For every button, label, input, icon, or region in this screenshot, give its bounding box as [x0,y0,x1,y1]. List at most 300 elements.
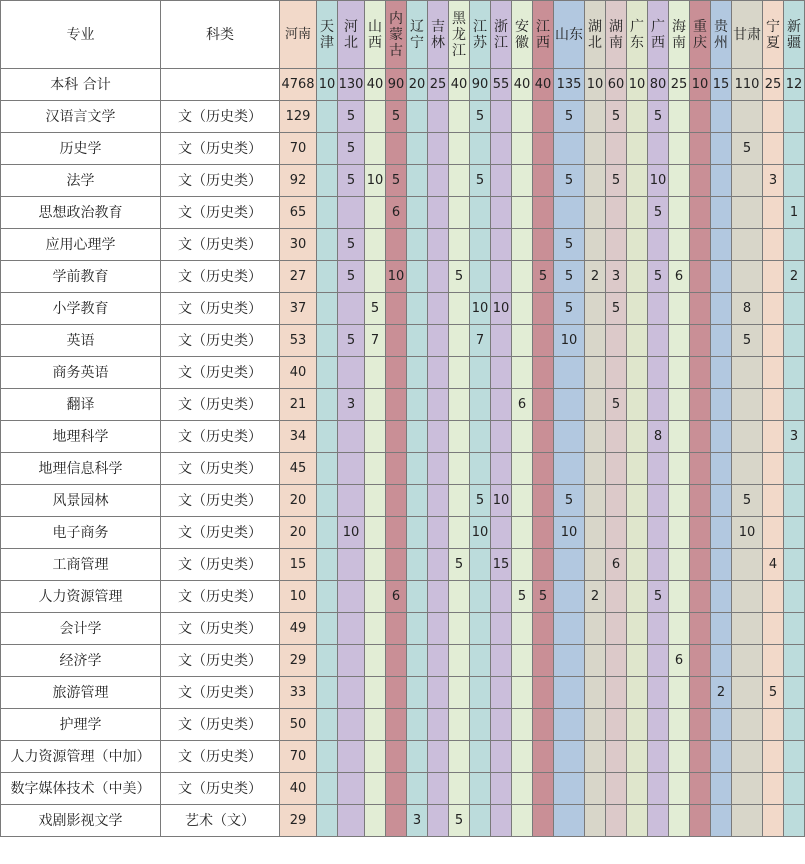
quota-cell [711,133,732,165]
quota-cell [428,581,449,613]
quota-cell [533,741,554,773]
table-row [1,261,805,293]
quota-cell [533,229,554,261]
province-header: 安徽 [512,1,533,69]
major-name-cell: 翻译 [1,389,161,421]
quota-cell [784,517,805,549]
province-header: 甘肃 [732,1,763,69]
quota-cell [512,357,533,389]
quota-cell [784,165,805,197]
quota-cell [784,549,805,581]
province-header: 黑龙江 [449,1,470,69]
quota-cell [669,421,690,453]
quota-cell: 10 [648,165,669,197]
major-name-cell: 汉语言文学 [1,101,161,133]
total-label: 本科 合计 [1,69,161,101]
quota-cell [365,517,386,549]
quota-cell: 10 [470,517,491,549]
quota-cell [669,293,690,325]
major-name-cell: 学前教育 [1,261,161,293]
table-row [1,645,805,677]
table-row [1,389,805,421]
quota-cell [554,549,585,581]
quota-cell [512,741,533,773]
quota-cell [606,677,627,709]
quota-cell [533,325,554,357]
quota-cell [533,517,554,549]
quota-cell: 5 [449,805,470,837]
quota-cell [407,165,428,197]
quota-cell: 5 [338,165,365,197]
quota-cell [317,773,338,805]
quota-cell [317,293,338,325]
quota-cell [585,101,606,133]
quota-cell: 10 [365,165,386,197]
quota-cell [732,741,763,773]
quota-cell [407,581,428,613]
quota-cell [512,165,533,197]
quota-cell [317,581,338,613]
province-header: 湖南 [606,1,627,69]
quota-cell [317,389,338,421]
category-cell: 文（历史类） [161,677,280,709]
quota-cell [585,453,606,485]
quota-cell [428,357,449,389]
quota-cell [554,741,585,773]
quota-cell [690,421,711,453]
quota-cell [428,101,449,133]
quota-cell [512,261,533,293]
quota-cell [606,485,627,517]
quota-cell [784,645,805,677]
quota-cell: 5 [533,261,554,293]
quota-cell [428,261,449,293]
quota-cell [585,677,606,709]
quota-cell [407,101,428,133]
quota-cell [449,389,470,421]
quota-cell [365,645,386,677]
total-quota-cell: 130 [338,69,365,101]
major-name-cell: 商务英语 [1,357,161,389]
quota-cell [533,197,554,229]
quota-cell [317,325,338,357]
quota-cell: 6 [669,645,690,677]
total-quota-cell: 4768 [280,69,317,101]
quota-cell [317,645,338,677]
quota-cell [470,261,491,293]
major-name-cell: 小学教育 [1,293,161,325]
quota-cell [648,133,669,165]
quota-cell: 6 [386,197,407,229]
quota-cell [784,389,805,421]
quota-cell [732,645,763,677]
quota-cell [365,549,386,581]
category-cell: 文（历史类） [161,389,280,421]
quota-cell [317,453,338,485]
quota-cell [690,581,711,613]
quota-cell [533,357,554,389]
quota-cell: 5 [449,261,470,293]
quota-cell [554,453,585,485]
quota-cell: 5 [365,293,386,325]
quota-cell [648,613,669,645]
quota-cell [585,197,606,229]
quota-cell [554,421,585,453]
category-cell: 文（历史类） [161,453,280,485]
quota-cell [428,197,449,229]
quota-cell: 5 [606,389,627,421]
quota-cell [428,293,449,325]
quota-cell: 129 [280,101,317,133]
quota-cell [317,677,338,709]
quota-cell [648,453,669,485]
total-category-cell [161,69,280,101]
quota-cell [533,133,554,165]
quota-cell [338,709,365,741]
quota-cell [317,549,338,581]
major-name-cell: 应用心理学 [1,229,161,261]
quota-cell: 10 [491,485,512,517]
table-row [1,421,805,453]
quota-cell [711,101,732,133]
table-row [1,357,805,389]
quota-cell [690,741,711,773]
quota-cell: 5 [606,293,627,325]
major-name-cell: 风景园林 [1,485,161,517]
quota-cell [365,805,386,837]
quota-cell: 5 [386,101,407,133]
province-header: 天津 [317,1,338,69]
category-cell: 文（历史类） [161,741,280,773]
quota-cell [491,165,512,197]
quota-cell [428,741,449,773]
quota-cell: 10 [280,581,317,613]
quota-cell [648,677,669,709]
quota-cell [627,709,648,741]
quota-cell [407,517,428,549]
quota-cell [763,133,784,165]
quota-cell [449,133,470,165]
quota-cell [491,101,512,133]
quota-cell [585,325,606,357]
quota-cell [711,645,732,677]
total-quota-cell: 40 [512,69,533,101]
quota-cell [386,613,407,645]
quota-cell [669,229,690,261]
quota-cell [627,805,648,837]
quota-cell [449,357,470,389]
quota-cell [428,709,449,741]
table-row [1,101,805,133]
quota-cell [491,421,512,453]
quota-cell [606,581,627,613]
major-name-cell: 思想政治教育 [1,197,161,229]
quota-cell [585,773,606,805]
category-cell: 文（历史类） [161,165,280,197]
quota-cell: 5 [648,197,669,229]
quota-cell [606,709,627,741]
category-cell: 文（历史类） [161,485,280,517]
quota-cell [784,805,805,837]
quota-cell [648,229,669,261]
quota-cell [512,325,533,357]
quota-cell [784,773,805,805]
quota-cell [669,709,690,741]
category-column-header: 科类 [161,1,280,69]
total-quota-cell: 25 [763,69,784,101]
quota-cell [585,229,606,261]
quota-cell: 5 [338,261,365,293]
quota-cell [711,741,732,773]
quota-cell: 49 [280,613,317,645]
quota-cell [407,389,428,421]
quota-cell: 5 [732,133,763,165]
quota-cell [732,229,763,261]
quota-cell [317,133,338,165]
quota-cell: 4 [763,549,784,581]
quota-cell [585,165,606,197]
quota-cell [317,165,338,197]
quota-cell [407,709,428,741]
quota-cell [690,101,711,133]
quota-cell [449,197,470,229]
quota-cell: 34 [280,421,317,453]
quota-cell [585,709,606,741]
quota-cell [449,293,470,325]
category-cell: 文（历史类） [161,517,280,549]
quota-cell [711,389,732,421]
quota-cell [711,773,732,805]
quota-cell: 5 [470,485,491,517]
major-name-cell: 会计学 [1,613,161,645]
table-row [1,325,805,357]
quota-cell [627,773,648,805]
table-row [1,581,805,613]
quota-cell [449,101,470,133]
major-name-cell: 地理信息科学 [1,453,161,485]
quota-cell [585,421,606,453]
quota-cell: 29 [280,805,317,837]
quota-cell: 10 [732,517,763,549]
category-cell: 文（历史类） [161,645,280,677]
quota-cell [784,709,805,741]
quota-cell [449,741,470,773]
quota-cell [784,101,805,133]
quota-cell [669,101,690,133]
quota-cell [690,293,711,325]
quota-cell [491,357,512,389]
quota-cell [669,325,690,357]
quota-cell [711,613,732,645]
quota-cell [512,197,533,229]
quota-cell: 5 [338,325,365,357]
quota-cell [648,325,669,357]
quota-cell [690,197,711,229]
quota-cell [386,549,407,581]
quota-cell [491,229,512,261]
category-cell: 文（历史类） [161,581,280,613]
quota-cell [669,389,690,421]
province-header: 广东 [627,1,648,69]
quota-cell: 5 [554,165,585,197]
quota-cell [606,741,627,773]
table-row [1,165,805,197]
province-header: 山西 [365,1,386,69]
quota-cell [512,229,533,261]
quota-cell [690,517,711,549]
province-header: 重庆 [690,1,711,69]
quota-cell [470,133,491,165]
quota-cell [407,133,428,165]
quota-cell [648,357,669,389]
quota-cell [690,677,711,709]
quota-cell [763,229,784,261]
quota-cell: 3 [606,261,627,293]
quota-cell [338,357,365,389]
quota-cell [585,613,606,645]
table-row [1,773,805,805]
quota-cell [386,645,407,677]
quota-cell [386,709,407,741]
quota-cell [711,421,732,453]
quota-cell [449,165,470,197]
quota-cell [428,453,449,485]
quota-cell: 5 [470,165,491,197]
total-quota-cell: 10 [585,69,606,101]
quota-cell [338,677,365,709]
province-header: 新疆 [784,1,805,69]
province-header: 江苏 [470,1,491,69]
quota-cell [449,517,470,549]
quota-cell [407,613,428,645]
quota-cell [690,549,711,581]
quota-cell [627,677,648,709]
quota-cell [317,709,338,741]
province-header: 海南 [669,1,690,69]
quota-cell [732,709,763,741]
quota-cell [317,101,338,133]
quota-cell [606,325,627,357]
quota-cell [732,677,763,709]
quota-cell [449,677,470,709]
quota-cell: 2 [585,581,606,613]
quota-cell [428,325,449,357]
quota-cell [428,773,449,805]
quota-cell [386,389,407,421]
quota-cell [554,357,585,389]
quota-cell: 5 [732,325,763,357]
quota-cell [732,549,763,581]
quota-cell [365,421,386,453]
quota-cell [648,293,669,325]
quota-cell [669,485,690,517]
quota-cell [554,613,585,645]
quota-cell [428,389,449,421]
quota-cell [669,197,690,229]
quota-cell [338,773,365,805]
quota-cell [627,741,648,773]
quota-cell [407,677,428,709]
quota-cell [365,133,386,165]
quota-cell: 6 [606,549,627,581]
total-quota-cell: 20 [407,69,428,101]
quota-cell [338,645,365,677]
quota-cell [763,261,784,293]
quota-cell [407,293,428,325]
table-body [1,1,805,837]
quota-cell: 5 [386,165,407,197]
quota-cell [669,517,690,549]
quota-cell [407,197,428,229]
quota-cell [606,453,627,485]
quota-cell: 70 [280,741,317,773]
quota-cell [784,581,805,613]
province-header: 吉林 [428,1,449,69]
total-quota-cell: 40 [449,69,470,101]
quota-cell [763,581,784,613]
quota-cell [627,517,648,549]
quota-cell [732,805,763,837]
quota-cell [784,453,805,485]
category-cell: 文（历史类） [161,613,280,645]
quota-cell [386,293,407,325]
quota-cell [386,453,407,485]
total-quota-cell: 40 [365,69,386,101]
quota-cell [711,517,732,549]
quota-cell [711,453,732,485]
quota-cell [763,101,784,133]
quota-cell [669,613,690,645]
quota-cell [317,229,338,261]
quota-cell [512,677,533,709]
quota-cell: 15 [280,549,317,581]
quota-cell [491,741,512,773]
quota-cell: 40 [280,357,317,389]
major-name-cell: 历史学 [1,133,161,165]
quota-cell [648,517,669,549]
quota-cell [732,197,763,229]
province-header: 宁夏 [763,1,784,69]
quota-cell: 5 [338,229,365,261]
quota-cell [648,773,669,805]
quota-cell: 5 [338,101,365,133]
quota-cell [606,645,627,677]
quota-cell [784,229,805,261]
quota-cell [763,613,784,645]
category-cell: 文（历史类） [161,101,280,133]
quota-cell [470,805,491,837]
quota-cell [338,293,365,325]
quota-cell: 5 [606,165,627,197]
table-row [1,517,805,549]
quota-cell: 33 [280,677,317,709]
province-header: 河北 [338,1,365,69]
total-quota-cell: 10 [690,69,711,101]
quota-cell [317,613,338,645]
quota-cell [365,389,386,421]
quota-cell [491,677,512,709]
header-row [1,1,805,69]
quota-cell: 5 [606,101,627,133]
quota-cell [386,133,407,165]
quota-cell [711,805,732,837]
quota-cell: 20 [280,517,317,549]
quota-cell [470,197,491,229]
quota-cell [648,389,669,421]
quota-cell [407,453,428,485]
quota-cell [763,357,784,389]
major-name-cell: 旅游管理 [1,677,161,709]
